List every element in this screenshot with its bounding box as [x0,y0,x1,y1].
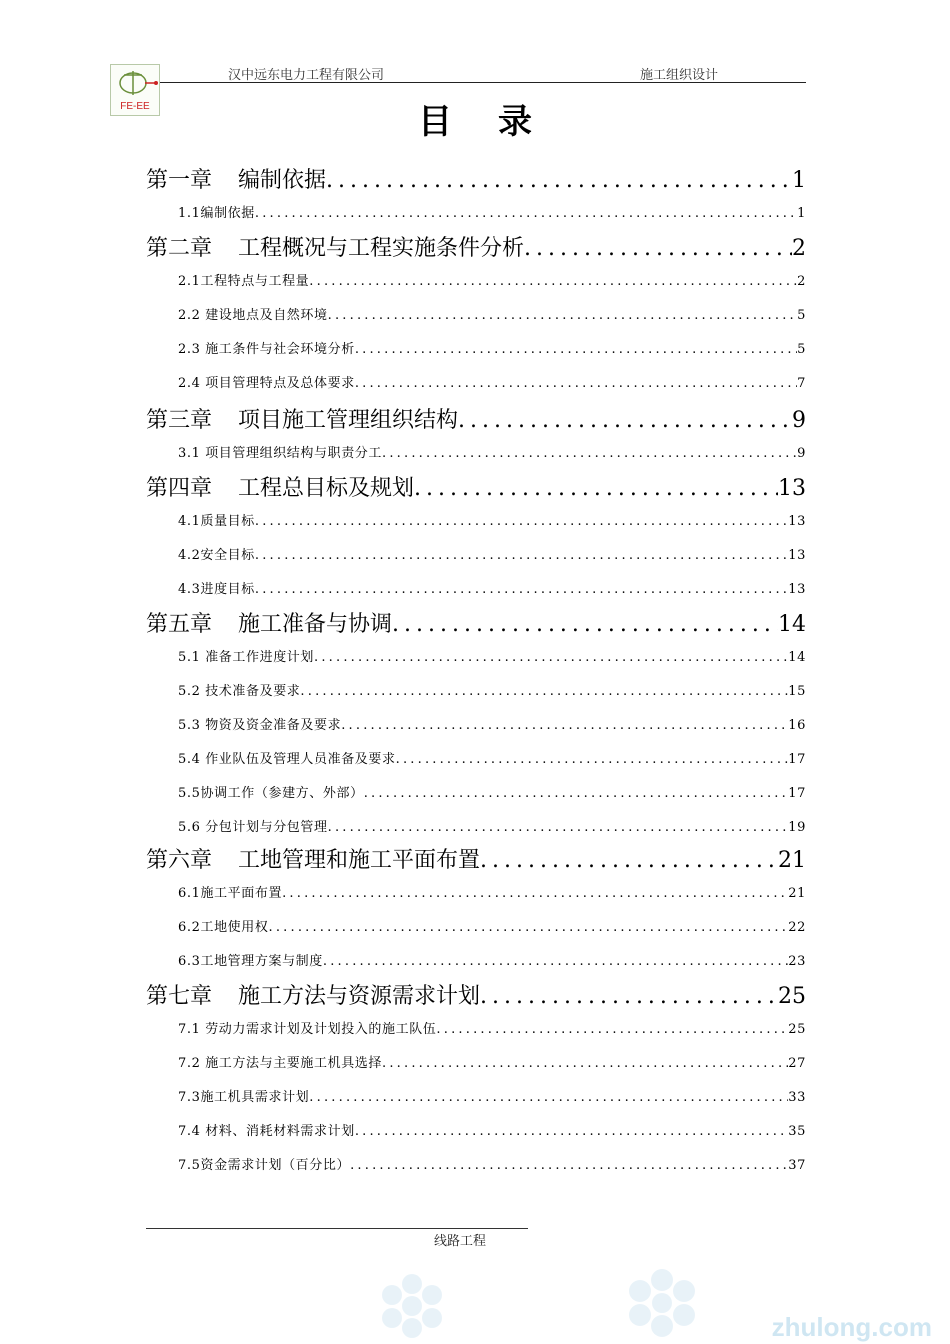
toc-section-entry[interactable] [178,340,806,360]
toc-section-entry[interactable] [178,918,806,938]
toc-chapter-title: 工程概况与工程实施条件分析 [238,236,525,261]
toc-leader-dots [309,1088,788,1108]
toc-section-title: 5.5协调工作（参建方、外部） [178,786,364,801]
toc-section-title: 5.1 准备工作进度计划 [178,650,315,665]
toc-chapter-entry[interactable] [146,846,806,876]
footer-text: 线路工程 [434,1233,487,1248]
toc-chapter-number: 第七章 [146,984,213,1009]
toc-section-entry[interactable] [178,682,806,702]
toc-section-title: 7.3施工机具需求计划 [178,1090,310,1105]
toc-section-entry[interactable] [178,272,806,292]
toc-chapter-number: 第五章 [146,612,213,637]
watermark-flower-icon [620,1262,704,1344]
toc-chapter-title: 施工方法与资源需求计划 [238,984,481,1009]
toc-chapter-title: 工地管理和施工平面布置 [238,848,481,873]
toc-leader-dots [382,444,797,464]
toc-leader-dots [323,952,788,972]
toc-leader-dots [392,610,778,640]
toc-section-entry[interactable] [178,1156,806,1176]
toc-section-entry[interactable] [178,204,806,224]
toc-chapter-label [146,610,392,640]
toc-leader-dots [382,1054,788,1074]
toc-section-entry[interactable] [178,444,806,464]
toc-page-number: 21 [778,848,806,873]
toc-chapter-title: 工程总目标及规划 [238,476,415,501]
toc-leader-dots [355,1122,788,1142]
toc-leader-dots [355,340,797,360]
toc-page-number: 2 [792,236,806,261]
toc-chapter-label [146,982,480,1012]
toc-chapter-label [146,846,480,876]
toc-leader-dots [255,580,788,600]
toc-section-title: 1.1编制依据 [178,206,255,221]
toc-page-number: 13 [788,548,806,563]
logo-text: FE-EE [120,101,150,112]
toc-leader-dots [309,272,797,292]
toc-chapter-entry[interactable] [146,406,806,436]
toc-chapter-label [146,406,458,436]
toc-chapter-number: 第六章 [146,848,213,873]
toc-chapter-label [146,166,326,196]
toc-chapter-number: 第四章 [146,476,213,501]
toc-section-entry[interactable] [178,750,806,770]
toc-page-number: 33 [788,1090,806,1105]
toc-leader-dots [436,1020,788,1040]
toc-section-entry[interactable] [178,1122,806,1142]
toc-page-number: 13 [788,582,806,597]
toc-section-entry[interactable] [178,818,806,838]
toc-leader-dots [255,512,788,532]
toc-leader-dots [355,374,797,394]
toc-section-title: 2.4 项目管理特点及总体要求 [178,376,355,391]
watermark-flower-icon [372,1268,452,1344]
header-rule [160,82,806,83]
toc-leader-dots [414,474,778,504]
toc-section-entry[interactable] [178,952,806,972]
toc-section-entry[interactable] [178,648,806,668]
toc-section-entry[interactable] [178,512,806,532]
toc-page-number: 21 [788,886,806,901]
toc-leader-dots [328,818,789,838]
toc-section-title: 5.3 物资及资金准备及要求 [178,718,342,733]
footer-rule [146,1228,528,1229]
toc-leader-dots [480,982,778,1012]
toc-chapter-title: 施工准备与协调 [238,612,393,637]
toc-page-number: 14 [788,650,806,665]
toc-chapter-entry[interactable] [146,234,806,264]
toc-chapter-entry[interactable] [146,166,806,196]
watermark-text: zhulong.com [771,1312,932,1342]
toc-section-title: 4.1质量目标 [178,514,255,529]
toc-section-entry[interactable] [178,306,806,326]
toc-page-number: 9 [792,408,806,433]
toc-page-number: 35 [788,1124,806,1139]
toc-chapter-number: 第一章 [146,168,213,193]
toc-section-entry[interactable] [178,1020,806,1040]
toc-page-number: 19 [788,820,806,835]
toc-page-number: 25 [788,1022,806,1037]
toc-page-number: 22 [788,920,806,935]
toc-leader-dots [255,546,788,566]
toc-chapter-label [146,474,414,504]
toc-section-title: 2.1工程特点与工程量 [178,274,310,289]
toc-section-entry[interactable] [178,374,806,394]
toc-leader-dots [314,648,788,668]
toc-page-number: 2 [797,274,806,289]
toc-page-number: 1 [792,168,806,193]
toc-chapter-title: 编制依据 [238,168,327,193]
toc-section-title: 7.4 材料、消耗材料需求计划 [178,1124,355,1139]
toc-page-number: 23 [788,954,806,969]
toc-chapter-number: 第二章 [146,236,213,261]
toc-section-title: 6.1施工平面布置 [178,886,283,901]
header-company: 汉中远东电力工程有限公司 [228,67,385,82]
toc-section-title: 2.3 施工条件与社会环境分析 [178,342,355,357]
toc-chapter-title: 项目施工管理组织结构 [238,408,459,433]
toc-leader-dots [396,750,789,770]
toc-leader-dots [480,846,778,876]
toc-leader-dots [458,406,792,436]
toc-section-title: 7.1 劳动力需求计划及计划投入的施工队伍 [178,1022,437,1037]
toc-page-number: 5 [797,342,806,357]
toc-section-title: 2.2 建设地点及自然环境 [178,308,328,323]
toc-section-entry[interactable] [178,1054,806,1074]
toc-page-number: 5 [797,308,806,323]
toc-section-title: 4.3进度目标 [178,582,255,597]
toc-leader-dots [350,1156,788,1176]
toc-leader-dots [300,682,788,702]
toc-page-number: 14 [778,612,806,637]
toc-section-title: 5.4 作业队伍及管理人员准备及要求 [178,752,396,767]
toc-page-number: 9 [797,446,806,461]
toc-section-entry[interactable] [178,1088,806,1108]
toc-leader-dots [255,204,797,224]
page-title: 目录 [418,102,578,142]
toc-section-title: 5.2 技术准备及要求 [178,684,301,699]
toc-leader-dots [328,306,798,326]
toc-page-number: 7 [797,376,806,391]
toc-leader-dots [524,234,792,264]
toc-section-entry[interactable] [178,716,806,736]
toc-section-title: 3.1 项目管理组织结构与职责分工 [178,446,383,461]
toc-leader-dots [326,166,792,196]
toc-page-number: 15 [788,684,806,699]
toc-page-number: 27 [788,1056,806,1071]
toc-chapter-label [146,234,524,264]
toc-section-title: 5.6 分包计划与分包管理 [178,820,328,835]
toc-page-number: 17 [788,786,806,801]
toc-page-number: 1 [797,206,806,221]
toc-page-number: 37 [788,1158,806,1173]
toc-section-title: 7.2 施工方法与主要施工机具选择 [178,1056,383,1071]
toc-section-entry[interactable] [178,884,806,904]
toc-section-entry[interactable] [178,580,806,600]
toc-leader-dots [282,884,788,904]
toc-page-number: 13 [778,476,806,501]
toc-leader-dots [364,784,789,804]
toc-chapter-entry[interactable] [146,474,806,504]
toc-section-title: 6.3工地管理方案与制度 [178,954,323,969]
toc-chapter-entry[interactable] [146,610,806,640]
toc-leader-dots [341,716,788,736]
toc-section-title: 7.5资金需求计划（百分比） [178,1158,351,1173]
toc-section-entry[interactable] [178,784,806,804]
toc-chapter-entry[interactable] [146,982,806,1012]
toc-chapter-number: 第三章 [146,408,213,433]
toc-section-entry[interactable] [178,546,806,566]
toc-page-number: 16 [788,718,806,733]
header-document-title: 施工组织设计 [640,67,719,82]
toc-page-number: 25 [778,984,806,1009]
toc-page-number: 13 [788,514,806,529]
toc-leader-dots [268,918,788,938]
toc-page-number: 17 [788,752,806,767]
toc-section-title: 6.2工地使用权 [178,920,269,935]
toc-section-title: 4.2安全目标 [178,548,255,563]
